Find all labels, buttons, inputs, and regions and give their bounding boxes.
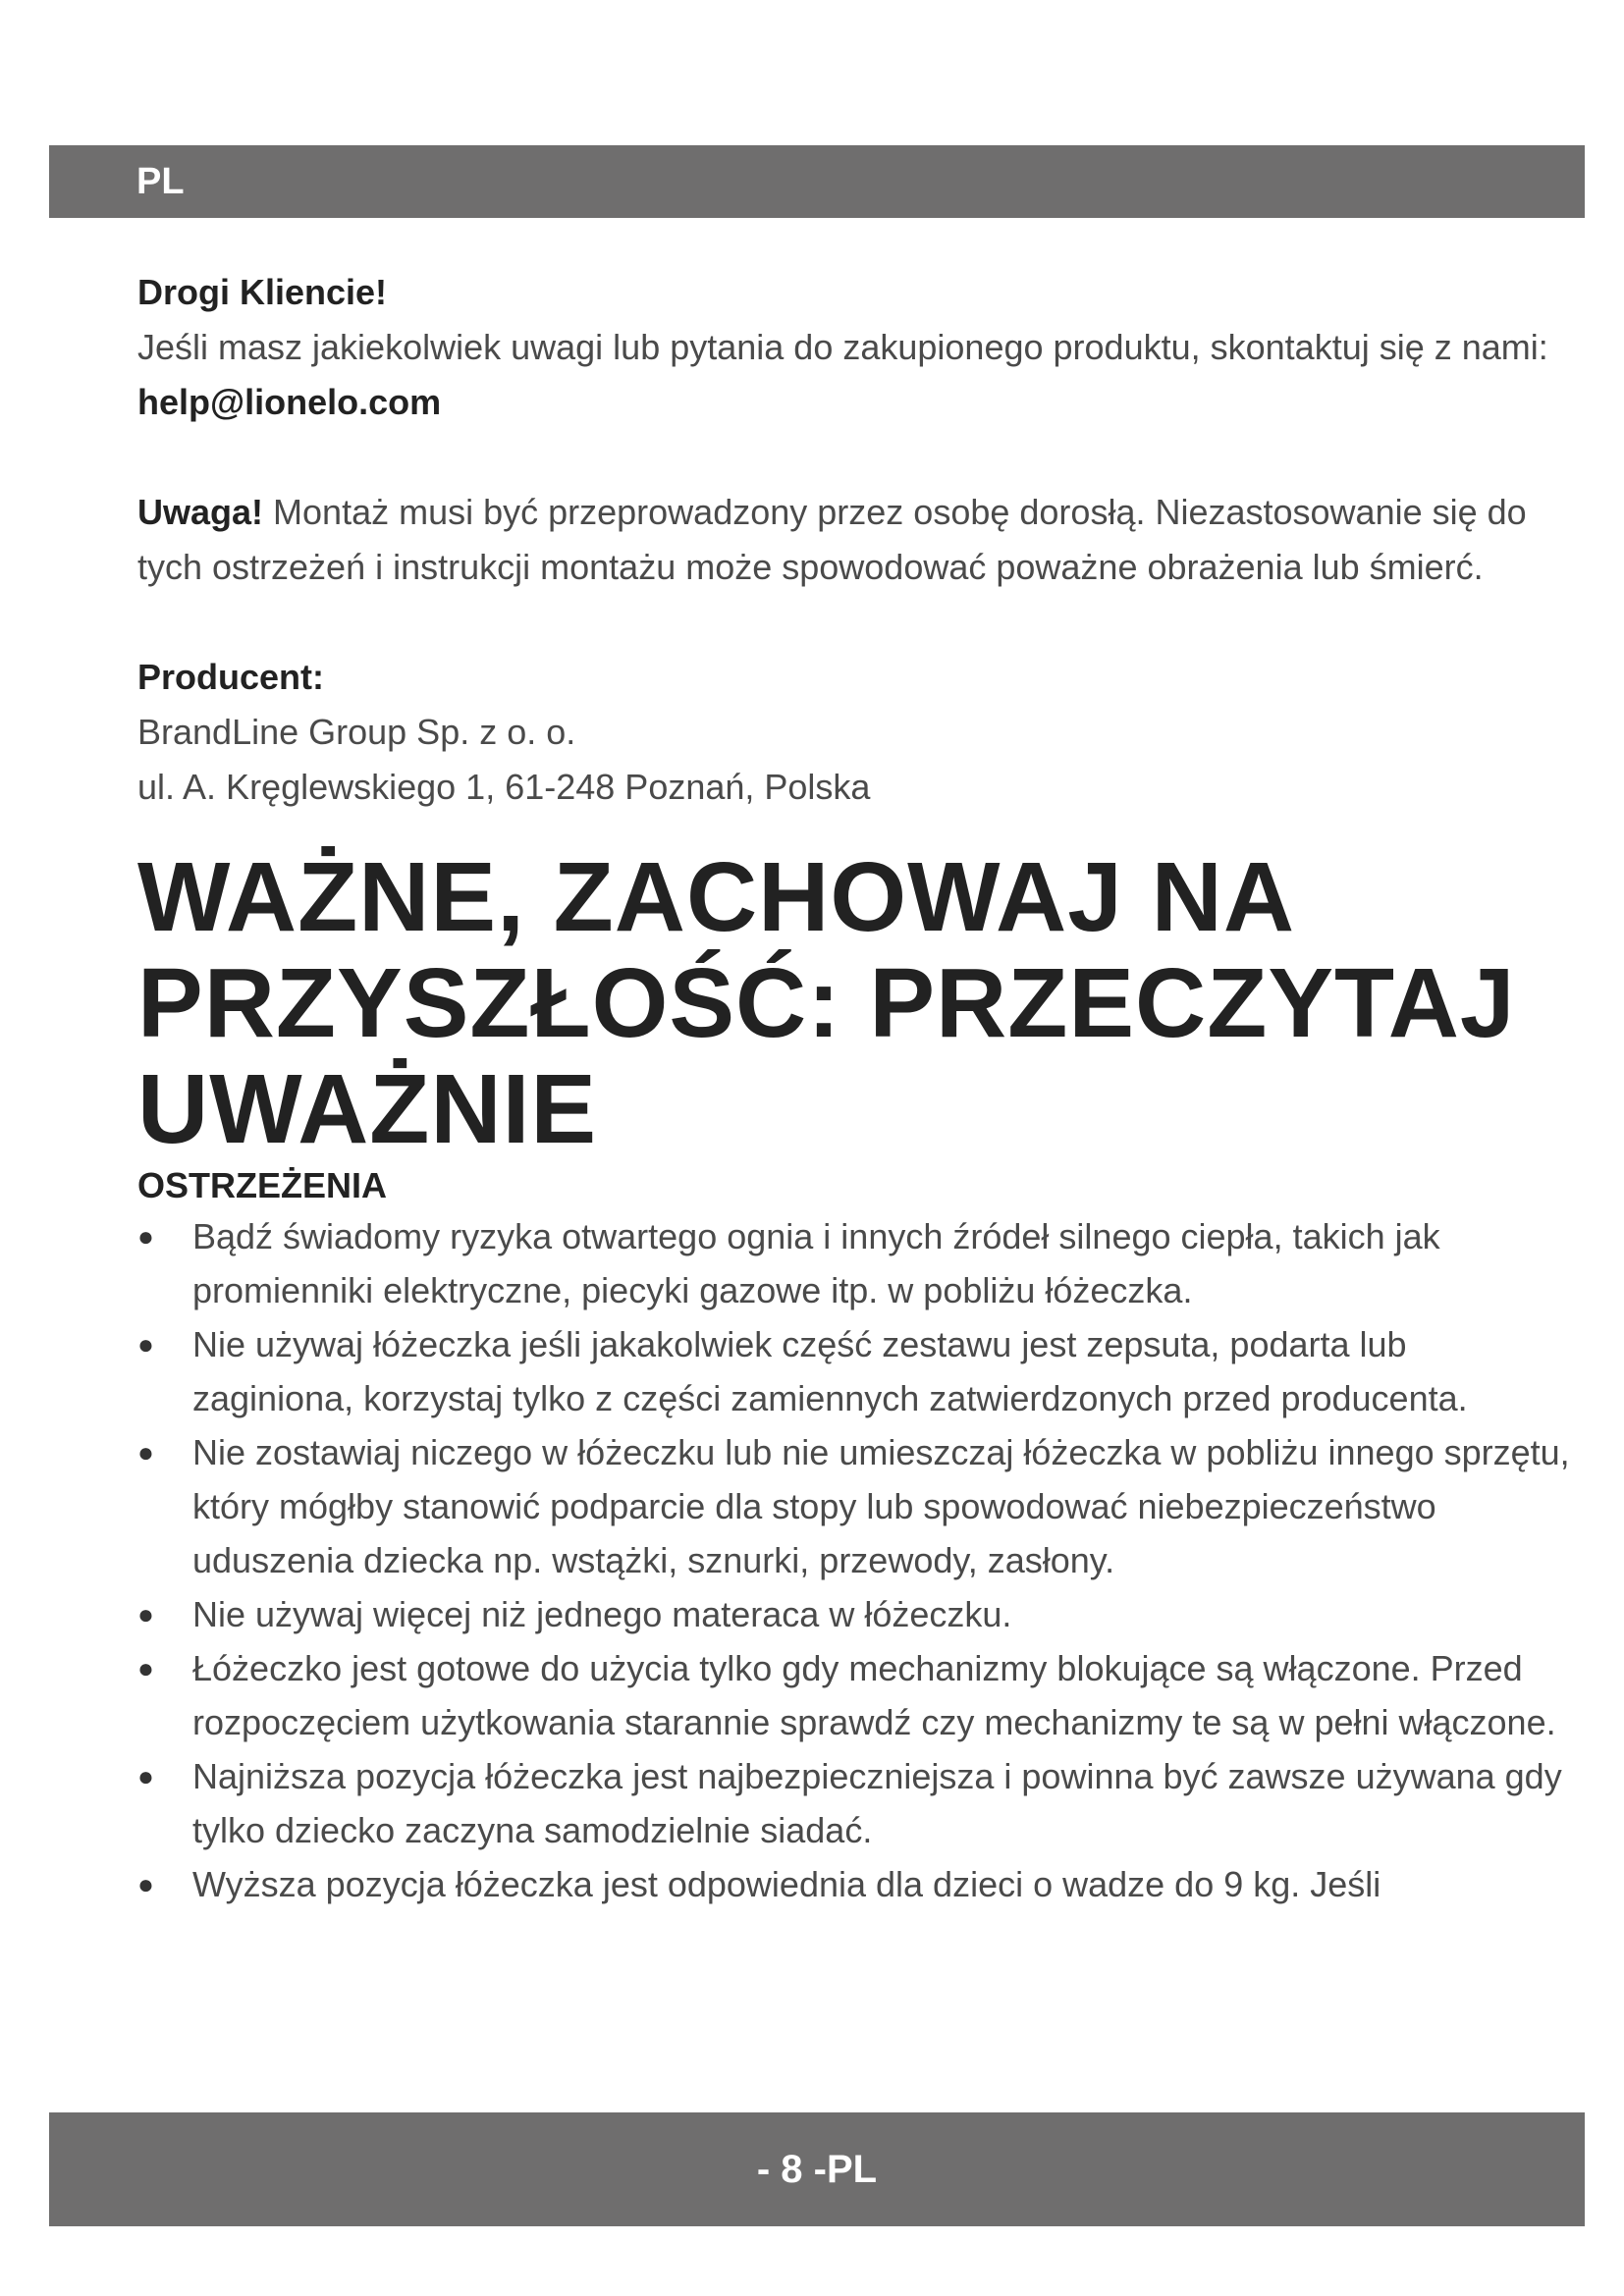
main-title: WAŻNE, ZACHOWAJ NA PRZYSZŁOŚĆ: PRZECZYTAJ UWAŻNIE xyxy=(137,842,1516,1164)
language-label: PL xyxy=(136,161,185,202)
contact-email[interactable]: help@lionelo.com xyxy=(137,382,442,422)
notice-block xyxy=(137,485,1571,595)
bullet-icon: ● xyxy=(137,1437,154,1468)
producer-address: ul. A. Kręglewskiego 1, 61-248 Poznań, Polska xyxy=(137,767,871,807)
notice-text: Montaż musi być przeprowadzony przez osobę dorosłą. Niezastosowanie się do tych ostrzeżeń i instrukcji montażu może spowodować poważne obrażenia lub śmierć. xyxy=(137,492,1527,587)
producer-block xyxy=(137,650,1571,815)
list-item: ● Nie używaj więcej niż jednego materaca w łóżeczku. xyxy=(137,1587,1571,1641)
greeting-block xyxy=(137,265,1571,430)
greeting-text: Jeśli masz jakiekolwiek uwagi lub pytania do zakupionego produktu, skontaktuj się z nami: xyxy=(137,327,1548,367)
page-number: - 8 -PL xyxy=(756,2148,878,2191)
bullet-icon: ● xyxy=(137,1599,154,1629)
bullet-icon: ● xyxy=(137,1869,154,1899)
producer-name: BrandLine Group Sp. z o. o. xyxy=(137,712,576,752)
list-item: ● Łóżeczko jest gotowe do użycia tylko gdy mechanizmy blokujące są włączone. Przed rozpoczęciem użytkowania starannie sprawdź czy mechanizmy te są w pełni włączone. xyxy=(137,1641,1571,1749)
producer-label: Producent: xyxy=(137,657,325,697)
warnings-list xyxy=(137,1209,1571,1911)
list-item: ● Wyższa pozycja łóżeczka jest odpowiednia dla dzieci o wadze do 9 kg. Jeśli xyxy=(137,1857,1571,1911)
list-item: ● Nie używaj łóżeczka jeśli jakakolwiek część zestawu jest zepsuta, podarta lub zaginiona, korzystaj tylko z części zamiennych zatwierdzonych przed producenta. xyxy=(137,1317,1571,1425)
warnings-heading: OSTRZEŻENIA xyxy=(137,1165,388,1205)
bullet-icon: ● xyxy=(137,1329,154,1360)
bullet-icon: ● xyxy=(137,1653,154,1683)
list-item: ● Najniższa pozycja łóżeczka jest najbezpieczniejsza i powinna być zawsze używana gdy tylko dziecko zaczyna samodzielnie siadać. xyxy=(137,1749,1571,1857)
list-item: ● Nie zostawiaj niczego w łóżeczku lub nie umieszczaj łóżeczka w pobliżu innego sprzętu, który mógłby stanowić podparcie dla stopy lub spowodować niebezpieczeństwo uduszenia dziecka np. wstążki, sznurki, przewody, zasłony. xyxy=(137,1425,1571,1587)
notice-label: Uwaga! xyxy=(137,492,264,532)
bullet-icon: ● xyxy=(137,1221,154,1252)
greeting-title: Drogi Kliencie! xyxy=(137,272,388,312)
list-item: ● Bądź świadomy ryzyka otwartego ognia i innych źródeł silnego ciepła, takich jak promienniki elektryczne, piecyki gazowe itp. w pobliżu łóżeczka. xyxy=(137,1209,1571,1317)
page-content xyxy=(137,265,1571,1911)
header-bar xyxy=(49,145,1585,218)
footer-bar xyxy=(49,2112,1585,2226)
bullet-icon: ● xyxy=(137,1761,154,1791)
